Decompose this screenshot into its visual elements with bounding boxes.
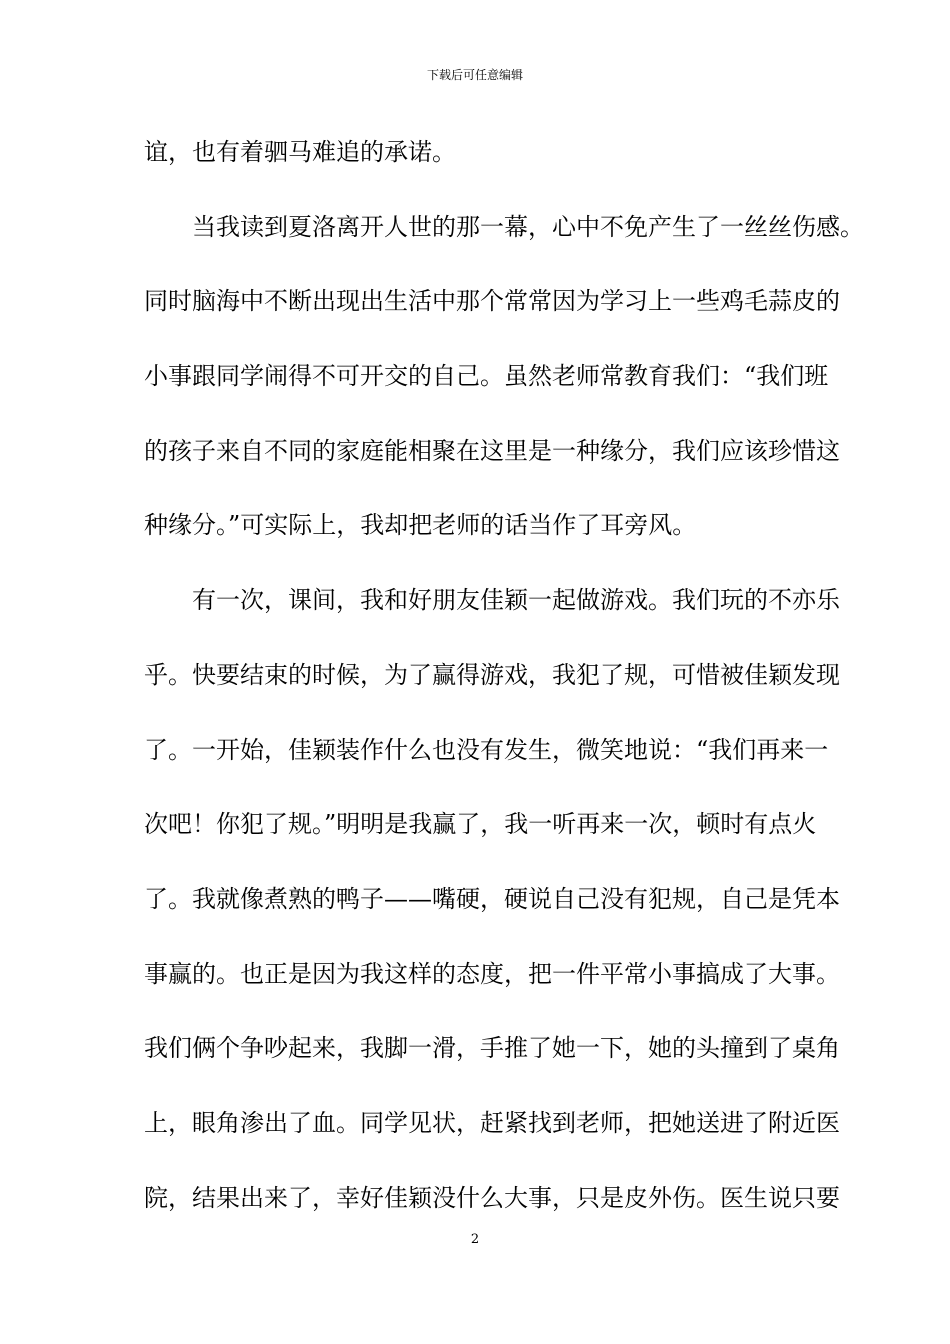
text-line: 同时脑海中不断出现出生活中那个常常因为学习上一些鸡毛蒜皮的 [144,287,840,316]
text-line: 当我读到夏洛离开人世的那一幕，心中不免产生了一丝丝伤感。 [192,212,864,241]
text-line: 了。一开始，佳颖装作什么也没有发生，微笑地说：“我们再来一 [144,735,829,764]
page-number: 2 [470,1232,480,1247]
document-body [144,126,864,1246]
text-line: 谊，也有着驷马难追的承诺。 [144,138,456,166]
text-line: 院，结果出来了，幸好佳颖没什么大事，只是皮外伤。医生说只要 [144,1183,840,1212]
text-line: 的孩子来自不同的家庭能相聚在这里是一种缘分，我们应该珍惜这 [144,436,840,465]
text-line: 我们俩个争吵起来，我脚一滑，手推了她一下，她的头撞到了桌角 [144,1034,840,1063]
text-line: 乎。快要结束的时候，为了赢得游戏，我犯了规，可惜被佳颖发现 [144,660,840,689]
text-line: 有一次，课间，我和好朋友佳颖一起做游戏。我们玩的不亦乐 [192,586,840,615]
text-line: 次吧！你犯了规。”明明是我赢了，我一听再来一次，顿时有点火 [144,810,817,839]
text-line: 上，眼角渗出了血。同学见状，赶紧找到老师，把她送进了附近医 [144,1108,840,1137]
text-line: 小事跟同学闹得不可开交的自己。虽然老师常教育我们：“我们班 [144,362,829,391]
text-line: 事赢的。也正是因为我这样的态度，把一件平常小事搞成了大事。 [144,959,840,988]
page-header: 下载后可任意编辑 [426,68,523,82]
text-line: 了。我就像煮熟的鸭子——嘴硬，硬说自己没有犯规，自己是凭本 [144,884,840,913]
text-line: 种缘分。”可实际上，我却把老师的话当作了耳旁风。 [144,511,697,540]
